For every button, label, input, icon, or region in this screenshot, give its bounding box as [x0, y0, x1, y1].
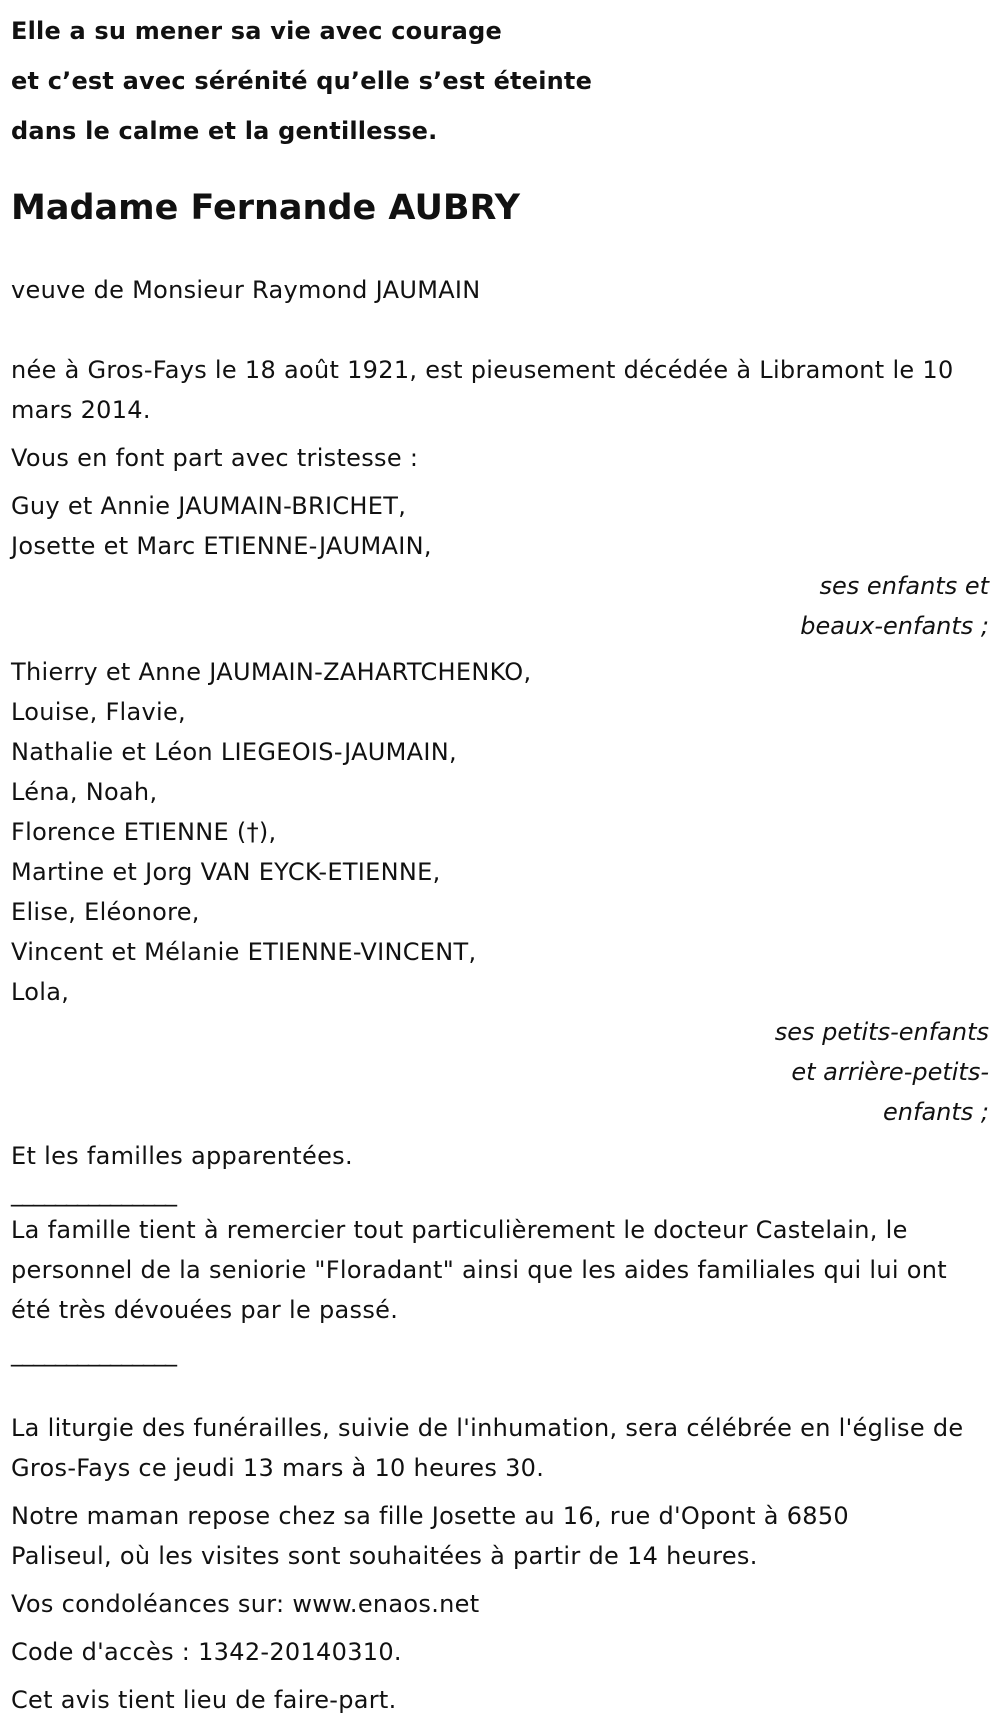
grandchild-name: Vincent et Mélanie ETIENNE-VINCENT, — [11, 938, 477, 966]
announce-line: Vous en font part avec tristesse : — [11, 444, 419, 472]
funeral-paragraph: La liturgie des funérailles, suivie de l'inhumation, sera célébrée en l'église de Gros-Fays ce jeudi 13 mars à 10 heures 30. — [11, 1414, 964, 1482]
separator: _______________ — [11, 1339, 176, 1367]
relation-line: beaux-enfants ; — [800, 612, 989, 640]
access-code-line: Code d'accès : 1342-20140310. — [11, 1638, 402, 1666]
visits-paragraph: Notre maman repose chez sa fille Josette au 16, rue d'Opont à 6850 Paliseul, où les visites sont souhaitées à partir de 14 heures. — [11, 1502, 849, 1570]
thanks-paragraph: La famille tient à remercier tout particulièrement le docteur Castelain, le personnel de la seniorie "Floradant" ainsi que les aides familiales qui lui ont été très dévouées par le passé. — [11, 1216, 947, 1324]
birth-death-line: née à Gros-Fays le 18 août 1921, est pieusement décédée à Libramont le 10 mars 2014. — [11, 356, 954, 424]
widow-line: veuve de Monsieur Raymond JAUMAIN — [11, 276, 481, 304]
intro-quote — [11, 0, 989, 156]
grandchild-name: Elise, Eléonore, — [11, 898, 200, 926]
relation-line: enfants ; — [883, 1098, 989, 1126]
grandchild-name: Thierry et Anne JAUMAIN-ZAHARTCHENKO, — [11, 658, 532, 686]
children-list — [11, 486, 989, 646]
grandchildren-list — [11, 652, 989, 1132]
child-name: Josette et Marc ETIENNE-JAUMAIN, — [11, 532, 432, 560]
relation-line: ses petits-enfants — [774, 1018, 989, 1046]
families-line: Et les familles apparentées. — [11, 1142, 353, 1170]
grandchild-name: Lola, — [11, 978, 70, 1006]
grandchild-name: Louise, Flavie, — [11, 698, 186, 726]
children-relation — [11, 566, 989, 646]
grandchild-name: Léna, Noah, — [11, 778, 158, 806]
intro-line: dans le calme et la gentillesse. — [11, 117, 438, 145]
grandchild-name: Martine et Jorg VAN EYCK-ETIENNE, — [11, 858, 441, 886]
child-name: Guy et Annie JAUMAIN-BRICHET, — [11, 492, 407, 520]
separator: _______________ — [11, 1179, 176, 1207]
grandchild-name: Florence ETIENNE (†), — [11, 818, 277, 846]
condolences-label: Vos condoléances sur: — [11, 1590, 293, 1618]
condolences-line — [11, 1584, 989, 1624]
relation-line: ses enfants et — [819, 572, 989, 600]
intro-line: Elle a su mener sa vie avec courage — [11, 17, 502, 45]
grandchild-name: Nathalie et Léon LIEGEOIS-JAUMAIN, — [11, 738, 457, 766]
deceased-name: Madame Fernande AUBRY — [11, 188, 520, 228]
relation-line: et arrière-petits- — [791, 1058, 989, 1086]
grandchildren-relation — [11, 1012, 989, 1132]
closing-line: Cet avis tient lieu de faire-part. — [11, 1686, 397, 1714]
intro-line: et c’est avec sérénité qu’elle s’est éteinte — [11, 67, 593, 95]
condolences-link[interactable]: www.enaos.net — [292, 1590, 480, 1618]
